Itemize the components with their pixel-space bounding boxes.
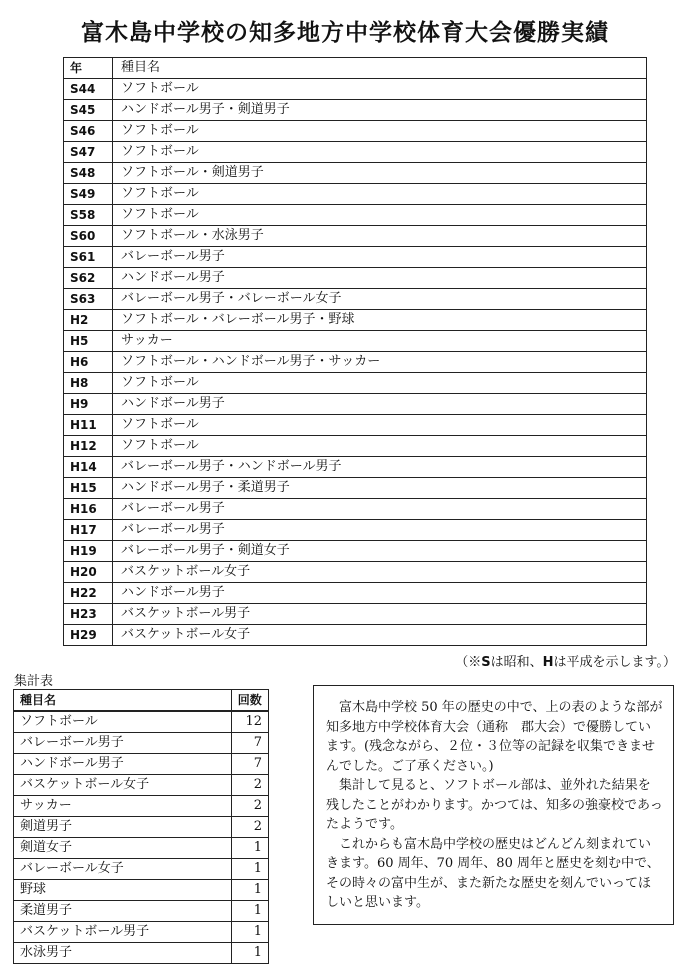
table-row (64, 226, 647, 247)
row-events: ハンドボール男子 (113, 268, 647, 289)
table-row (64, 457, 647, 478)
summary-count: 1 (231, 901, 269, 922)
row-events: バスケットボール女子 (113, 625, 647, 646)
row-year: H11 (64, 415, 113, 436)
row-year: S63 (64, 289, 113, 310)
table-header-row (64, 58, 647, 79)
row-events: バレーボール男子 (113, 499, 647, 520)
row-year: S45 (64, 100, 113, 121)
row-year: S47 (64, 142, 113, 163)
row-events: バスケットボール男子 (113, 604, 647, 625)
summary-event: バレーボール男子 (14, 733, 232, 754)
row-events: ソフトボール (113, 415, 647, 436)
summary-count: 12 (231, 711, 269, 733)
summary-row (14, 859, 269, 880)
row-events: ソフトボール・水泳男子 (113, 226, 647, 247)
summary-count: 2 (231, 796, 269, 817)
championship-table-body (64, 79, 647, 646)
table-row (64, 121, 647, 142)
era-note-prefix: （※ (455, 655, 482, 670)
summary-row (14, 733, 269, 754)
summary-header-count: 回数 (231, 690, 269, 712)
summary-row (14, 711, 269, 733)
summary-count: 1 (231, 922, 269, 943)
row-year: H6 (64, 352, 113, 373)
row-events: サッカー (113, 331, 647, 352)
championship-table (63, 57, 647, 646)
table-row (64, 79, 647, 100)
table-row (64, 352, 647, 373)
table-row (64, 268, 647, 289)
summary-event: 水泳男子 (14, 943, 232, 964)
summary-count: 1 (231, 838, 269, 859)
summary-event: バスケットボール女子 (14, 775, 232, 796)
row-events: ソフトボール・剣道男子 (113, 163, 647, 184)
row-year: H14 (64, 457, 113, 478)
era-note-s: S (481, 655, 491, 670)
summary-event: 柔道男子 (14, 901, 232, 922)
row-year: S60 (64, 226, 113, 247)
row-year: H5 (64, 331, 113, 352)
row-events: ハンドボール男子 (113, 583, 647, 604)
era-note-h: H (542, 655, 554, 670)
commentary-paragraph: 集計して見ると、ソフトボール部は、並外れた結果を残したことがわかります。かつては、知多の強豪校であったようです。 (326, 778, 663, 832)
row-year: S49 (64, 184, 113, 205)
summary-event: ハンドボール男子 (14, 754, 232, 775)
table-row (64, 247, 647, 268)
summary-count: 2 (231, 817, 269, 838)
era-note-mid: は昭和、 (490, 655, 543, 670)
summary-row (14, 838, 269, 859)
summary-count: 7 (231, 733, 269, 754)
row-year: H2 (64, 310, 113, 331)
table-row (64, 499, 647, 520)
table-row (64, 142, 647, 163)
summary-header-row (14, 690, 269, 712)
summary-event: 剣道男子 (14, 817, 232, 838)
row-year: S44 (64, 79, 113, 100)
header-event: 種目名 (113, 58, 647, 79)
row-events: ソフトボール・ハンドボール男子・サッカー (113, 352, 647, 373)
row-year: S58 (64, 205, 113, 226)
commentary-paragraph: これからも富木島中学校の歴史はどんどん刻まれていきます。60 周年、70 周年、80 周年と歴史を刻む中で、その時々の富中生が、また新たな歴史を刻んでいってほしいと思います。 (326, 836, 660, 910)
row-events: バレーボール男子 (113, 520, 647, 541)
summary-table-body (14, 711, 269, 964)
page-title: 富木島中学校の知多地方中学校体育大会優勝実績 (81, 20, 609, 46)
summary-row (14, 817, 269, 838)
table-row (64, 100, 647, 121)
row-year: H9 (64, 394, 113, 415)
row-year: H15 (64, 478, 113, 499)
row-events: ソフトボール (113, 373, 647, 394)
table-row (64, 184, 647, 205)
summary-row (14, 796, 269, 817)
table-row (64, 583, 647, 604)
summary-row (14, 943, 269, 964)
summary-event: ソフトボール (14, 711, 232, 733)
header-year: 年 (64, 58, 113, 79)
table-row (64, 562, 647, 583)
summary-row (14, 901, 269, 922)
summary-count: 7 (231, 754, 269, 775)
row-events: ソフトボール (113, 142, 647, 163)
row-events: バレーボール男子 (113, 247, 647, 268)
table-row (64, 205, 647, 226)
row-year: H23 (64, 604, 113, 625)
row-year: H19 (64, 541, 113, 562)
row-events: ソフトボール・バレーボール男子・野球 (113, 310, 647, 331)
table-row (64, 604, 647, 625)
row-year: S62 (64, 268, 113, 289)
table-row (64, 331, 647, 352)
row-events: ハンドボール男子・剣道男子 (113, 100, 647, 121)
table-row (64, 289, 647, 310)
row-events: ソフトボール (113, 184, 647, 205)
summary-count: 1 (231, 880, 269, 901)
summary-event: サッカー (14, 796, 232, 817)
summary-row (14, 775, 269, 796)
summary-event: 野球 (14, 880, 232, 901)
summary-row (14, 754, 269, 775)
table-row (64, 415, 647, 436)
row-events: バスケットボール女子 (113, 562, 647, 583)
row-events: バレーボール男子・剣道女子 (113, 541, 647, 562)
table-row (64, 394, 647, 415)
table-row (64, 373, 647, 394)
row-year: S48 (64, 163, 113, 184)
summary-table (13, 689, 269, 964)
row-year: H20 (64, 562, 113, 583)
summary-header-event: 種目名 (14, 690, 232, 712)
row-year: H22 (64, 583, 113, 604)
summary-event: バレーボール女子 (14, 859, 232, 880)
row-events: ソフトボール (113, 121, 647, 142)
row-year: S46 (64, 121, 113, 142)
table-row (64, 625, 647, 646)
summary-label: 集計表 (14, 674, 54, 689)
summary-count: 2 (231, 775, 269, 796)
era-note-suffix: は平成を示します。） (553, 655, 676, 670)
row-year: H16 (64, 499, 113, 520)
row-year: H17 (64, 520, 113, 541)
row-events: ハンドボール男子 (113, 394, 647, 415)
row-events: ソフトボール (113, 79, 647, 100)
table-row (64, 478, 647, 499)
row-year: S61 (64, 247, 113, 268)
row-events: ソフトボール (113, 436, 647, 457)
table-row (64, 541, 647, 562)
commentary-box (313, 685, 674, 925)
summary-event: バスケットボール男子 (14, 922, 232, 943)
table-row (64, 310, 647, 331)
table-row (64, 436, 647, 457)
commentary-paragraph: 富木島中学校 50 年の歴史の中で、上の表のような部が知多地方中学校体育大会（通称 郡大会）で優勝しています。(残念ながら、２位・３位等の記録を収集できませんでした。ご了承ください。) (326, 700, 663, 774)
row-year: H29 (64, 625, 113, 646)
row-year: H12 (64, 436, 113, 457)
summary-count: 1 (231, 943, 269, 964)
summary-event: 剣道女子 (14, 838, 232, 859)
row-events: ソフトボール (113, 205, 647, 226)
table-row (64, 520, 647, 541)
row-events: バレーボール男子・バレーボール女子 (113, 289, 647, 310)
era-note (455, 651, 676, 670)
row-year: H8 (64, 373, 113, 394)
summary-row (14, 922, 269, 943)
table-row (64, 163, 647, 184)
row-events: バレーボール男子・ハンドボール男子 (113, 457, 647, 478)
summary-row (14, 880, 269, 901)
row-events: ハンドボール男子・柔道男子 (113, 478, 647, 499)
summary-count: 1 (231, 859, 269, 880)
